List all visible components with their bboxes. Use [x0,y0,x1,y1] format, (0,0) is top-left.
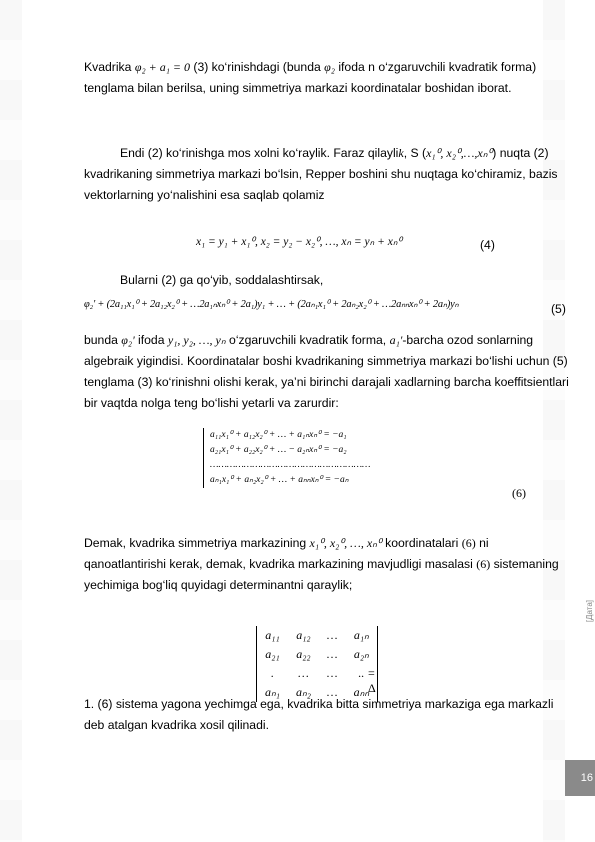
watermark-left [0,0,22,842]
center-coordinates: x₁⁰, x₂⁰,…,xₙ⁰ [426,146,493,160]
equation-6-number: (6) [512,486,526,500]
paragraph-bunda: bunda φ₂' ifoda y₁, y₂, …, yₙ o‘zgaruvchili kvadratik forma, a₁'-barcha ozod sonlarning algebraik yigindisi. Koordinatalar boshi kvadrikaning simmetriya markazi bo‘lishi uchun (5) tenglama (3) ko‘rinishni olishi kerak, ya’ni birinchi darajali xadlarning barcha koeffitsientlari bir vaqtda nolga teng bo‘lishi yetarli va zarurdir: [84,333,569,410]
det-cell: a₂₂ [296,647,311,661]
equation-5-number: (5) [551,302,566,316]
det-cell: … [326,685,338,699]
system-row: a₂₁x₁⁰ + a₂₂x₂⁰ + … − a₂ₙxₙ⁰ = −a₂ [210,445,347,455]
paragraph-demak: Demak, kvadrika simmetriya markazining x₁⁰, x₂⁰, …, xₙ⁰ koordinatalari (6) ni qanoatlantirishi kerak, demak, kvadrika markazining mavjudligi masalasi (6) sistemaning yechimiga bog‘liq quyidagi determinantni qaraylik; [84,536,559,592]
det-cell: a₂ₙ [353,647,369,661]
det-cell: .. [358,666,365,680]
date-side-label: [Дата] [585,600,594,623]
det-cell: … [326,647,338,661]
formula-phi2-a1: φ₂ + a₁ = 0 [134,60,190,74]
det-cell: … [326,666,338,680]
determinant-equals-delta: = Δ [368,666,376,695]
paragraph-kvadrika-intro: Kvadrika φ₂ + a₁ = 0 (3) ko‘rinishdagi (bunda φ₂ ifoda n o‘zgaruvchili kvadratik forma) tenglama bilan berilsa, uning simmetriya markazi koordinatalar boshidan iborat. [84,60,537,95]
phi2-symbol: φ₂ [324,60,335,74]
det-cell: . [270,666,274,680]
system-row: a₁₁x₁⁰ + a₁₂x₂⁰ + … + a₁ₙxₙ⁰ = −a₁ [210,430,347,440]
equation-4-number: (4) [480,238,495,252]
system-row: aₙ₁x₁⁰ + aₙ₂x₂⁰ + … + aₙₙxₙ⁰ = −aₙ [210,475,349,485]
det-cell: aₙ₁ [265,685,280,699]
det-cell: … [326,628,338,642]
det-cell: a₂₁ [265,647,280,661]
paragraph-substitute: Bularni (2) ga qo‘yib, soddalashtirsak, [120,273,324,287]
page-number: 16 [565,760,595,796]
paragraph-symmetry-center: Endi (2) ko‘rinishga mos xolni ko‘raylik. Faraz qilaylik, S (x₁⁰, x₂⁰,…,xₙ⁰) nuqta (2) kvadrikaning simmetriya markazi bo‘lsin, Repper boshini shu nuqtaga ko‘chiramiz, bazis vektorlarning yo‘nalishini esa saqlab qolamiz [84,146,558,202]
det-cell: a₁ₙ [353,628,369,642]
determinant-matrix [256,626,378,702]
det-cell: a₁₂ [296,628,311,642]
system-row: ………………………………………………… [210,460,371,470]
equation-system-6 [203,428,371,488]
list-item-1: 1. (6) sistema yagona yechimga ega, kvadrika bitta simmetriya markaziga ega markazli deb atalgan kvadrika xosil qilinadi. [84,697,554,732]
det-cell: … [298,666,309,680]
det-cell: aₙₙ [353,685,370,699]
determinant [256,626,378,702]
det-cell: a₁₁ [265,628,280,642]
det-cell: aₙ₂ [295,685,311,699]
equation-4: x₁ = y₁ + x₁⁰, x₂ = y₂ − x₂⁰, …, xₙ = yₙ + xₙ⁰ [196,236,403,248]
equation-5: φ₂' + (2a₁₁x₁⁰ + 2a₁₂x₂⁰ + …2a₁ₙxₙ⁰ + 2a₁)y₁ + … + (2aₙ₁x₁⁰ + 2aₙ₂x₂⁰ + …2aₙₙxₙ⁰ + 2aₙ)yₙ [84,299,459,310]
